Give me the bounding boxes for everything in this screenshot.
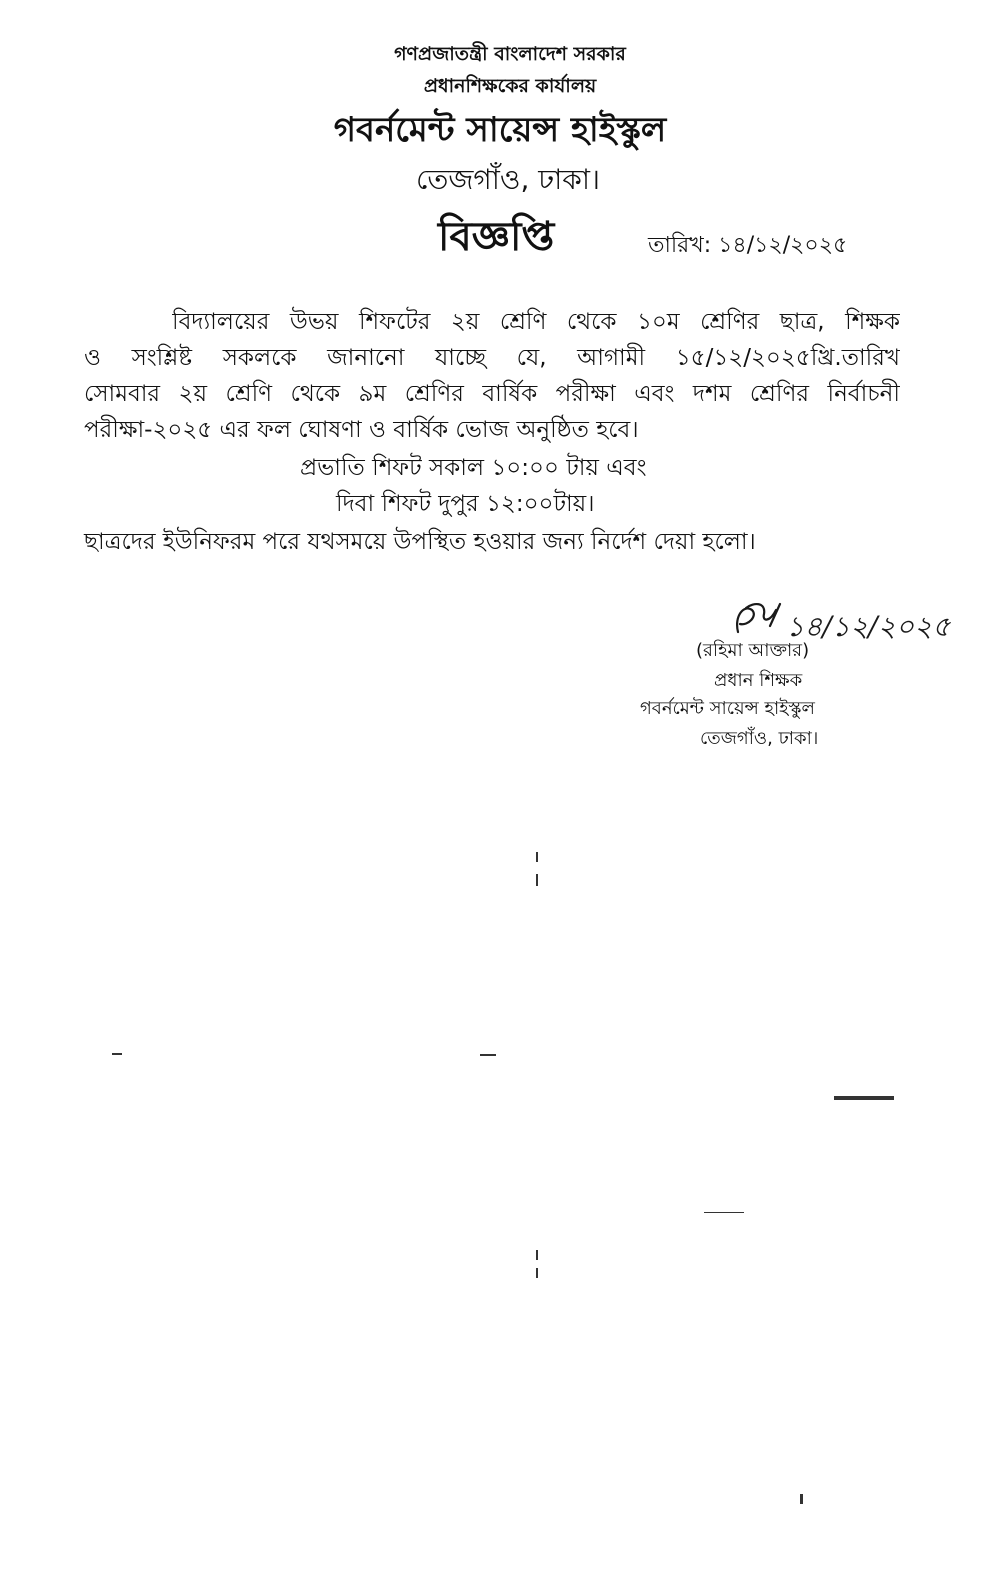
signer-name: (রহিমা আক্তার) [696,640,810,661]
scan-speck [536,852,538,862]
morning-shift-time: প্রভাতি শিফট সকাল ১০:০০ টায় এবং [300,455,647,481]
scan-speck [480,1054,496,1056]
scan-speck [800,1494,803,1504]
day-shift-time: দিবা শিফট দুপুর ১২:০০টায়। [336,491,595,517]
school-name: গবর্নমেন্ট সায়েন্স হাইস্কুল [333,110,667,150]
body-line-1: বিদ্যালয়ের উভয় শিফটের ২য় শ্রেণি থেকে ১০ম শ্রেণির ছাত্র, শিক্ষক [172,309,900,335]
office-heading: প্রধানশিক্ষকের কার্যালয় [423,75,597,97]
scan-speck [112,1053,122,1055]
notice-title: বিজ্ঞপ্তি [438,214,555,260]
notice-date [648,228,847,265]
uniform-instruction: ছাত্রদের ইউনিফরম পরে যথসময়ে উপস্থিত হওয়ার জন্য নির্দেশ দেয়া হলো। [84,529,756,555]
school-location: তেজগাঁও, ঢাকা। [416,163,600,196]
signature-date: ১৪/১২/২০২৫ [786,610,951,643]
signer-school: গবর্নমেন্ট সায়েন্স হাইস্কুল [640,698,815,719]
scan-speck [536,1250,538,1260]
body-line-3: সোমবার ২য় শ্রেণি থেকে ৯ম শ্রেণির বার্ষিক পরীক্ষা এবং দশম শ্রেণির নির্বাচনী [84,381,900,407]
body-line-2: ও সংশ্লিষ্ট সকলকে জানানো যাচ্ছে যে, আগামী ১৫/১২/২০২৫খ্রি.তারিখ [84,345,900,371]
scan-speck [704,1212,744,1213]
scan-speck [536,1268,538,1278]
scan-speck [834,1096,894,1100]
government-heading: গণপ্রজাতন্ত্রী বাংলাদেশ সরকার [394,43,626,65]
signer-title: প্রধান শিক্ষক [714,670,803,691]
date-value: ১৪/১২/২০২৫ [718,233,848,258]
signer-location: তেজগাঁও, ঢাকা। [700,728,819,749]
date-label: তারিখ: [648,233,712,258]
scan-speck [536,874,538,886]
body-line-4: পরীক্ষা-২০২৫ এর ফল ঘোষণা ও বার্ষিক ভোজ অনুষ্ঠিত হবে। [84,417,639,443]
